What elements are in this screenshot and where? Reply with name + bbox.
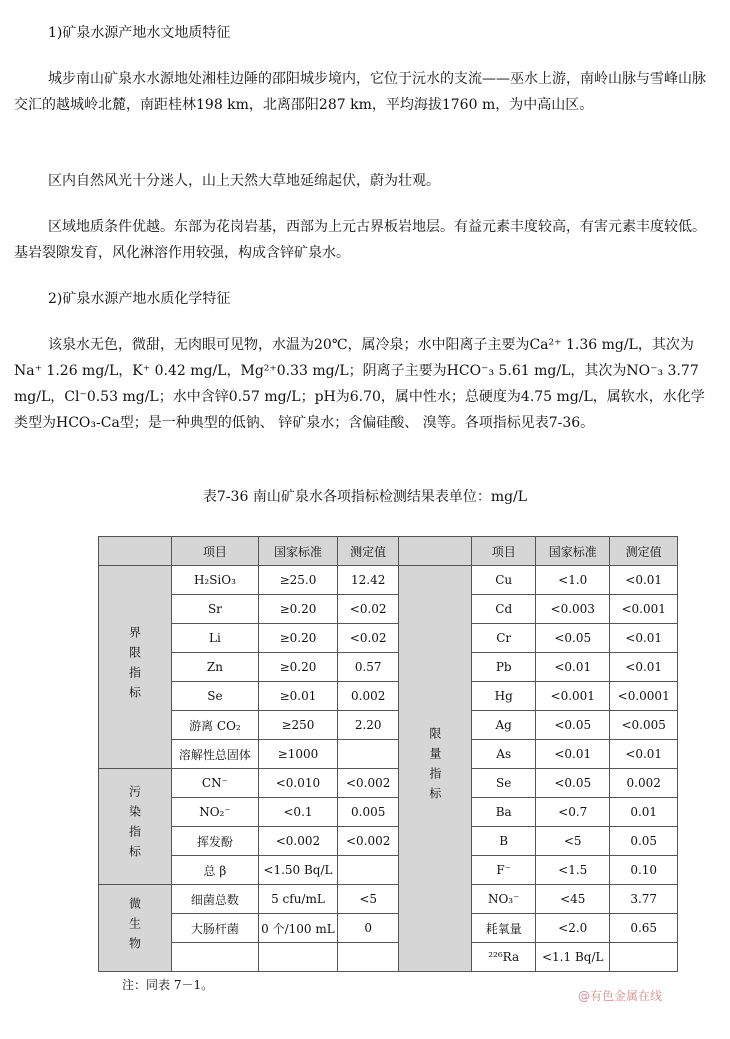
measured-cell: 0.005 <box>338 798 399 827</box>
standard-cell: <0.7 <box>536 798 610 827</box>
standard-cell: <1.50 Bq/L <box>258 856 337 885</box>
item-cell: Se <box>172 682 259 711</box>
item-cell: 总 β <box>172 856 259 885</box>
group-label-pollution: 污染指标 <box>127 785 142 865</box>
table-row <box>99 682 678 711</box>
table-caption: 表7-36 南山矿泉水各项指标检测结果表单位：mg/L <box>202 489 528 505</box>
measured-cell: 0.01 <box>610 798 678 827</box>
table-row <box>99 566 678 595</box>
item-cell: Zn <box>172 653 259 682</box>
watermark: @有色金属在线 <box>578 989 663 1003</box>
item-cell: 大肠杆菌 <box>172 914 259 943</box>
item-cell: Ba <box>472 798 536 827</box>
header-measured-right: 测定值 <box>610 537 678 566</box>
table-row <box>99 711 678 740</box>
measured-cell: <0.01 <box>610 624 678 653</box>
table-row <box>99 740 678 769</box>
paragraph-geology: 区域地质条件优越。东部为花岗岩基，西部为上元古界板岩地层。有益元素丰度较高，有害元素丰度较低。基岩裂隙发育，风化淋溶作用较强，构成含锌矿泉水。 <box>14 219 706 261</box>
table-row <box>99 885 678 914</box>
table-row <box>99 856 678 885</box>
standard-cell: ≥0.01 <box>258 682 337 711</box>
group-cell <box>99 885 172 972</box>
item-cell: H₂SiO₃ <box>172 566 259 595</box>
standard-cell: <0.003 <box>536 595 610 624</box>
header-measured-left: 测定值 <box>338 537 399 566</box>
measured-cell: 0.002 <box>338 682 399 711</box>
measured-cell: <0.0001 <box>610 682 678 711</box>
standard-cell <box>258 943 337 972</box>
standard-cell: <2.0 <box>536 914 610 943</box>
paragraph-scenery: 区内自然风光十分迷人，山上天然大草地延绵起伏，蔚为壮观。 <box>48 173 440 189</box>
header-blank-right <box>399 537 472 566</box>
standard-cell: <0.01 <box>536 653 610 682</box>
standard-cell: <1.5 <box>536 856 610 885</box>
section1-heading: 1)矿泉水源产地水文地质特征 <box>48 25 231 41</box>
standard-cell: <1.1 Bq/L <box>536 943 610 972</box>
header-item-left: 项目 <box>172 537 259 566</box>
measured-cell: 0.002 <box>610 769 678 798</box>
item-cell: Cd <box>472 595 536 624</box>
paragraph-water-chemistry: 该泉水无色，微甜，无肉眼可见物，水温为20℃，属冷泉；水中阳离子主要为Ca²⁺ 1.36 mg/L，其次为Na⁺ 1.26 mg/L，K⁺ 0.42 mg/L，Mg²⁺0.33 mg/L；阴离子主要为HCO⁻₃ 5.61 mg/L，其次为NO⁻₃ 3.77 mg/L，Cl⁻0.53 mg/L；水中含锌0.57 mg/L；pH为6.70，属中性水；总硬度为4.75 mg/L，属软水，水化学类型为HCO₃-Ca型；是一种典型的低钠、 锌矿泉水；含偏硅酸、 溴等。各项指标见表7-36。 <box>14 337 705 431</box>
paragraph-location: 城步南山矿泉水水源地处湘桂边陲的邵阳城步境内，它位于沅水的支流——巫水上游，南岭山脉与雪峰山脉交汇的越城岭北麓，南距桂林198 km，北离邵阳287 km，平均海拔1760 m，为中高山区。 <box>14 71 706 113</box>
measured-cell: 0.05 <box>610 827 678 856</box>
group-cell <box>99 769 172 885</box>
standard-cell: ≥25.0 <box>258 566 337 595</box>
item-cell: 挥发酚 <box>172 827 259 856</box>
standard-cell: <0.01 <box>536 740 610 769</box>
table-header-row <box>99 537 678 566</box>
header-standard-left: 国家标准 <box>258 537 337 566</box>
measured-cell <box>610 943 678 972</box>
item-cell: 耗氧量 <box>472 914 536 943</box>
standard-cell: ≥0.20 <box>258 624 337 653</box>
measured-cell <box>338 943 399 972</box>
standard-cell: <1.0 <box>536 566 610 595</box>
item-cell: Se <box>472 769 536 798</box>
item-cell: NO₃⁻ <box>472 885 536 914</box>
measured-cell: 12.42 <box>338 566 399 595</box>
item-cell: NO₂⁻ <box>172 798 259 827</box>
measured-cell <box>338 740 399 769</box>
section2-heading: 2)矿泉水源产地水质化学特征 <box>48 291 231 307</box>
group-label-limit: 限量指标 <box>427 727 442 807</box>
table-row <box>99 914 678 943</box>
standard-cell: 0 个/100 mL <box>258 914 337 943</box>
item-cell: As <box>472 740 536 769</box>
group-label-boundary: 界限指标 <box>127 625 142 706</box>
item-cell: 细菌总数 <box>172 885 259 914</box>
standard-cell: <0.05 <box>536 624 610 653</box>
item-cell <box>172 943 259 972</box>
measured-cell <box>338 856 399 885</box>
measured-cell: 0.57 <box>338 653 399 682</box>
item-cell: F⁻ <box>472 856 536 885</box>
standard-cell: <0.001 <box>536 682 610 711</box>
table-note: 注：同表 7－1。 <box>122 978 214 992</box>
item-cell: 游离 CO₂ <box>172 711 259 740</box>
table-row <box>99 769 678 798</box>
header-item-right: 项目 <box>472 537 536 566</box>
item-cell: Cr <box>472 624 536 653</box>
measured-cell: <0.02 <box>338 595 399 624</box>
measured-cell: 0.10 <box>610 856 678 885</box>
item-cell: Hg <box>472 682 536 711</box>
measured-cell: <0.002 <box>338 769 399 798</box>
group-cell <box>399 566 472 972</box>
standard-cell: <5 <box>536 827 610 856</box>
group-cell <box>99 566 172 769</box>
standard-cell: ≥0.20 <box>258 653 337 682</box>
item-cell: Sr <box>172 595 259 624</box>
item-cell: 溶解性总固体 <box>172 740 259 769</box>
header-standard-right: 国家标准 <box>536 537 610 566</box>
measured-cell: 2.20 <box>338 711 399 740</box>
table-row <box>99 624 678 653</box>
measured-cell: <0.02 <box>338 624 399 653</box>
item-cell: Ag <box>472 711 536 740</box>
measured-cell: <0.01 <box>610 566 678 595</box>
item-cell: B <box>472 827 536 856</box>
item-cell: Cu <box>472 566 536 595</box>
indicator-table <box>98 536 678 972</box>
table-row <box>99 943 678 972</box>
item-cell: CN⁻ <box>172 769 259 798</box>
standard-cell: <45 <box>536 885 610 914</box>
measured-cell: 3.77 <box>610 885 678 914</box>
header-blank-left <box>99 537 172 566</box>
table-row <box>99 798 678 827</box>
measured-cell: <0.001 <box>610 595 678 624</box>
standard-cell: <0.010 <box>258 769 337 798</box>
measured-cell: <5 <box>338 885 399 914</box>
standard-cell: <0.002 <box>258 827 337 856</box>
standard-cell: <0.05 <box>536 769 610 798</box>
item-cell: Pb <box>472 653 536 682</box>
group-label-microbe: 微生物 <box>127 896 142 957</box>
measured-cell: 0.65 <box>610 914 678 943</box>
standard-cell: <0.1 <box>258 798 337 827</box>
item-cell: ²²⁶Ra <box>472 943 536 972</box>
standard-cell: ≥250 <box>258 711 337 740</box>
table-row <box>99 827 678 856</box>
measured-cell: <0.002 <box>338 827 399 856</box>
standard-cell: ≥1000 <box>258 740 337 769</box>
standard-cell: <0.05 <box>536 711 610 740</box>
measured-cell: 0 <box>338 914 399 943</box>
item-cell: Li <box>172 624 259 653</box>
standard-cell: ≥0.20 <box>258 595 337 624</box>
standard-cell: 5 cfu/mL <box>258 885 337 914</box>
measured-cell: <0.005 <box>610 711 678 740</box>
measured-cell: <0.01 <box>610 653 678 682</box>
table-row <box>99 595 678 624</box>
table-row <box>99 653 678 682</box>
measured-cell: <0.01 <box>610 740 678 769</box>
